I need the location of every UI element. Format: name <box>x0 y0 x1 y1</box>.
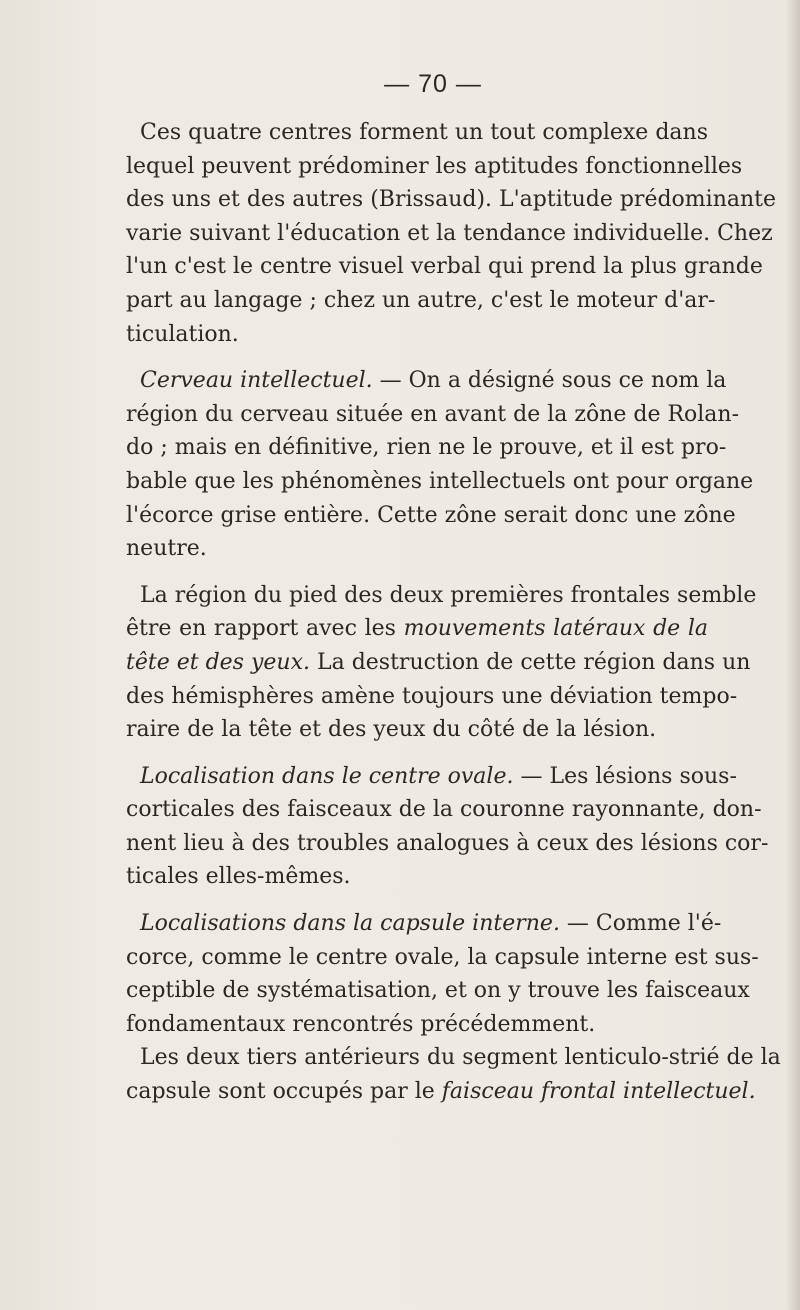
text-line: lequel peuvent prédominer les aptitudes fonctionnelles <box>126 153 743 179</box>
text-line: corticales des faisceaux de la couronne rayonnante, don- <box>126 797 762 823</box>
text-line: do ; mais en définitive, rien ne le prouve, et il est pro- <box>126 435 727 461</box>
paragraph-cerveau-intellectuel <box>126 364 754 566</box>
italic-term: tête et des yeux. <box>126 649 310 675</box>
text-line: Localisation dans le centre ovale. — Les lésions sous- <box>140 763 737 789</box>
text-line: varie suivant l'éducation et la tendance individuelle. Chez <box>126 220 773 246</box>
text-line: neutre. <box>126 536 207 562</box>
text-line: fondamentaux rencontrés précédemment. <box>126 1011 596 1037</box>
text-line: région du cerveau située en avant de la zône de Rolan- <box>126 401 740 427</box>
text-line: Cerveau intellectuel. — On a désigné sous ce nom la <box>140 368 727 394</box>
paragraph-centres <box>126 116 777 351</box>
italic-term: mouvements latéraux de la <box>403 616 708 642</box>
text-line: Ces quatre centres forment un tout complexe dans <box>140 120 708 145</box>
text-line: des uns et des autres (Brissaud). L'aptitude prédominante <box>126 187 777 213</box>
text-line: bable que les phénomènes intellectuels ont pour organe <box>126 468 754 494</box>
paragraph-capsule-interne <box>126 907 759 1041</box>
page-number: — 70 — <box>384 70 482 98</box>
text-line: ticales elles-mêmes. <box>126 864 351 890</box>
body-text <box>126 116 781 1122</box>
text-line: des hémisphères amène toujours une déviation tempo- <box>126 683 738 709</box>
text-line: capsule sont occupés par le faisceau frontal intellectuel. <box>126 1079 756 1105</box>
text-line: être en rapport avec les mouvements latéraux de la <box>126 616 708 642</box>
text-line: tête et des yeux. La destruction de cette région dans un <box>126 649 751 675</box>
text-line: La région du pied des deux premières frontales semble <box>140 582 757 608</box>
paragraph-frontales <box>126 579 757 747</box>
text-line: corce, comme le centre ovale, la capsule interne est sus- <box>126 944 759 970</box>
italic-term: faisceau frontal intellectuel. <box>441 1079 756 1105</box>
text-line: Les deux tiers antérieurs du segment lenticulo-strié de la <box>140 1045 781 1071</box>
paragraph-segment-lenticulo-strie <box>126 1041 781 1108</box>
text-line: Localisations dans la capsule interne. — Comme l'é- <box>140 911 722 937</box>
section-heading: Localisation dans le centre ovale. <box>140 763 514 789</box>
text-line: l'écorce grise entière. Cette zône serait donc une zône <box>126 502 736 528</box>
section-heading: Localisations dans la capsule interne. <box>140 911 560 937</box>
paragraph-centre-ovale <box>126 760 769 894</box>
text-line: raire de la tête et des yeux du côté de la lésion. <box>126 717 657 743</box>
text-line: part au langage ; chez un autre, c'est le moteur d'ar- <box>126 287 716 313</box>
section-heading: Cerveau intellectuel. <box>140 368 373 394</box>
page-edge-shadow <box>786 0 800 1310</box>
text-line: ceptible de systématisation, et on y trouve les faisceaux <box>126 978 750 1004</box>
text-line: ticulation. <box>126 321 239 347</box>
text-line: l'un c'est le centre visuel verbal qui prend la plus grande <box>126 254 763 280</box>
text-line: nent lieu à des troubles analogues à ceux des lésions cor- <box>126 830 769 856</box>
